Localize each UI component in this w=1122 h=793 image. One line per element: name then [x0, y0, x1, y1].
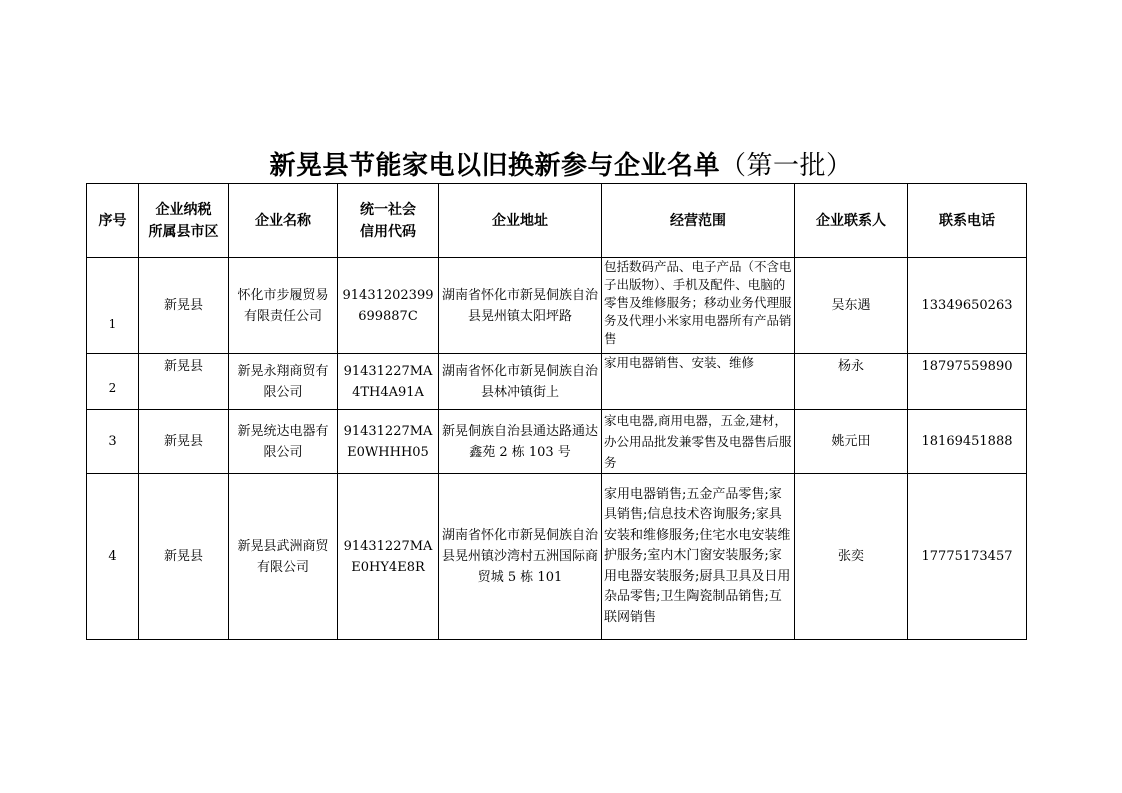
cell-address: 新晃侗族自治县通达路通达鑫苑 2 栋 103 号 [439, 410, 602, 474]
header-credit-line2: 信用代码 [360, 223, 416, 240]
title-suffix: （第一批） [720, 151, 853, 181]
header-address: 企业地址 [439, 184, 602, 258]
cell-address: 湖南省怀化市新晃侗族自治县晃州镇太阳坪路 [439, 258, 602, 354]
cell-phone: 17775173457 [908, 474, 1027, 640]
header-contact: 企业联系人 [795, 184, 908, 258]
table-header-row [87, 184, 1027, 258]
cell-address: 湖南省怀化市新晃侗族自治县林冲镇街上 [439, 354, 602, 410]
cell-seq: 2 [87, 354, 139, 410]
cell-credit: 91431227MAE0WHHH05 [338, 410, 439, 474]
header-county-line2: 所属县市区 [148, 223, 219, 240]
cell-contact: 吴东遇 [795, 258, 908, 354]
table-row [87, 354, 1027, 410]
cell-county: 新晃县 [139, 474, 229, 640]
cell-scope: 家电电器,商用电器，五金,建材，办公用品批发兼零售及电器售后服务 [602, 410, 795, 474]
header-credit-line1: 统一社会 [360, 201, 416, 218]
cell-credit: 91431227MAE0HY4E8R [338, 474, 439, 640]
cell-scope: 家用电器销售、安装、维修 [602, 354, 795, 410]
cell-contact: 张奕 [795, 474, 908, 640]
cell-county: 新晃县 [139, 258, 229, 354]
cell-address: 湖南省怀化市新晃侗族自治县晃州镇沙湾村五洲国际商贸城 5 栋 101 [439, 474, 602, 640]
cell-name: 怀化市步履贸易有限责任公司 [229, 258, 338, 354]
cell-contact: 姚元田 [795, 410, 908, 474]
title-main: 新晃县节能家电以旧换新参与企业名单 [269, 151, 720, 181]
cell-contact: 杨永 [795, 354, 908, 410]
cell-seq: 1 [87, 258, 139, 354]
header-name: 企业名称 [229, 184, 338, 258]
header-credit [338, 184, 439, 258]
table-row [87, 258, 1027, 354]
header-county-line1: 企业纳税 [155, 201, 212, 218]
cell-scope: 家用电器销售;五金产品零售;家具销售;信息技术咨询服务;家具安装和维修服务;住宅水电安装维护服务;室内木门窗安装服务;家用电器安装服务;厨具卫具及日用杂品零售;卫生陶瓷制品销售;互联网销售 [602, 474, 795, 640]
cell-phone: 18797559890 [908, 354, 1027, 410]
cell-credit: 91431227MA4TH4A91A [338, 354, 439, 410]
cell-scope: 包括数码产品、电子产品（不含电子出版物）、手机及配件、电脑的零售及维修服务；移动业务代理服务及代理小米家用电器所有产品销售 [602, 258, 795, 354]
enterprise-table [86, 183, 1027, 640]
table-row [87, 474, 1027, 640]
cell-phone: 18169451888 [908, 410, 1027, 474]
table-row [87, 410, 1027, 474]
cell-name: 新晃县武洲商贸有限公司 [229, 474, 338, 640]
cell-name: 新晃永翔商贸有限公司 [229, 354, 338, 410]
header-phone: 联系电话 [908, 184, 1027, 258]
header-county [139, 184, 229, 258]
cell-seq: 3 [87, 410, 139, 474]
cell-credit: 91431202399699887C [338, 258, 439, 354]
cell-county: 新晃县 [139, 354, 229, 410]
cell-county: 新晃县 [139, 410, 229, 474]
cell-phone: 13349650263 [908, 258, 1027, 354]
header-scope: 经营范围 [602, 184, 795, 258]
header-seq: 序号 [87, 184, 139, 258]
page-title [0, 145, 1122, 182]
cell-name: 新晃统达电器有限公司 [229, 410, 338, 474]
cell-seq: 4 [87, 474, 139, 640]
